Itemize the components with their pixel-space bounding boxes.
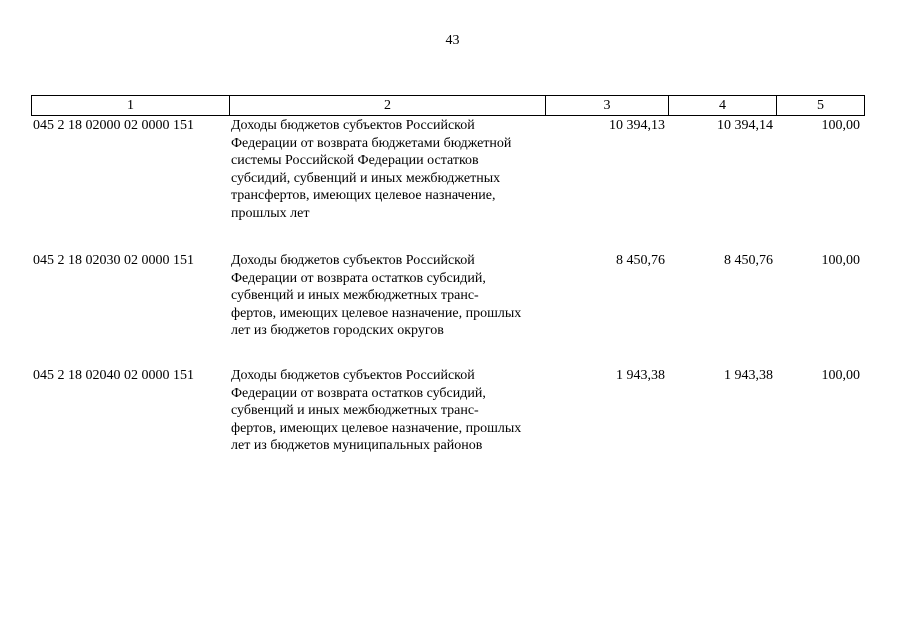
description-line: лет из бюджетов муниципальных районов [231, 438, 483, 454]
description-line: субвенций и иных межбюджетных транс- [231, 288, 479, 304]
description-line: Доходы бюджетов субъектов Российской [231, 368, 475, 383]
description-line: субвенций и иных межбюджетных транс- [231, 403, 479, 419]
description-line: трансфертов, имеющих целевое назначение, [231, 188, 496, 204]
description-line: системы Российской Федерации остатков [231, 153, 479, 169]
description-line: Федерации от возврата остатков субсидий, [231, 270, 486, 286]
value-col-5: 100,00 [821, 118, 860, 133]
budget-code: 045 2 18 02040 02 0000 151 [33, 368, 194, 383]
row-description [231, 252, 551, 340]
description-line: фертов, имеющих целевое назначение, прошлых [231, 305, 522, 321]
row-description [231, 367, 551, 455]
value-col-4: 1 943,38 [724, 368, 773, 383]
value-col-3: 8 450,76 [616, 253, 665, 268]
header-col-1: 1 [32, 96, 230, 115]
value-col-3: 1 943,38 [616, 368, 665, 383]
budget-code: 045 2 18 02000 02 0000 151 [33, 118, 194, 133]
description-line: Федерации от возврата остатков субсидий, [231, 385, 486, 401]
description-line: фертов, имеющих целевое назначение, прошлых [231, 420, 522, 436]
header-col-4: 4 [669, 96, 777, 115]
header-col-5: 5 [817, 98, 824, 113]
description-line: субсидий, субвенций и иных межбюджетных [231, 170, 501, 186]
description-line: прошлых лет [231, 205, 310, 221]
value-col-3: 10 394,13 [609, 118, 665, 133]
table-header [31, 95, 865, 116]
value-col-5: 100,00 [821, 368, 860, 383]
header-col-2: 2 [230, 96, 546, 115]
value-col-4: 10 394,14 [717, 118, 773, 133]
value-col-4: 8 450,76 [724, 253, 773, 268]
row-description [231, 117, 551, 223]
header-col-3: 3 [546, 96, 669, 115]
description-line: лет из бюджетов городских округов [231, 323, 444, 339]
value-col-5: 100,00 [821, 253, 860, 268]
description-line: Доходы бюджетов субъектов Российской [231, 253, 475, 268]
budget-code: 045 2 18 02030 02 0000 151 [33, 253, 194, 268]
page-number: 43 [445, 33, 460, 48]
description-line: Доходы бюджетов субъектов Российской [231, 118, 475, 133]
description-line: Федерации от возврата бюджетами бюджетной [231, 135, 512, 151]
